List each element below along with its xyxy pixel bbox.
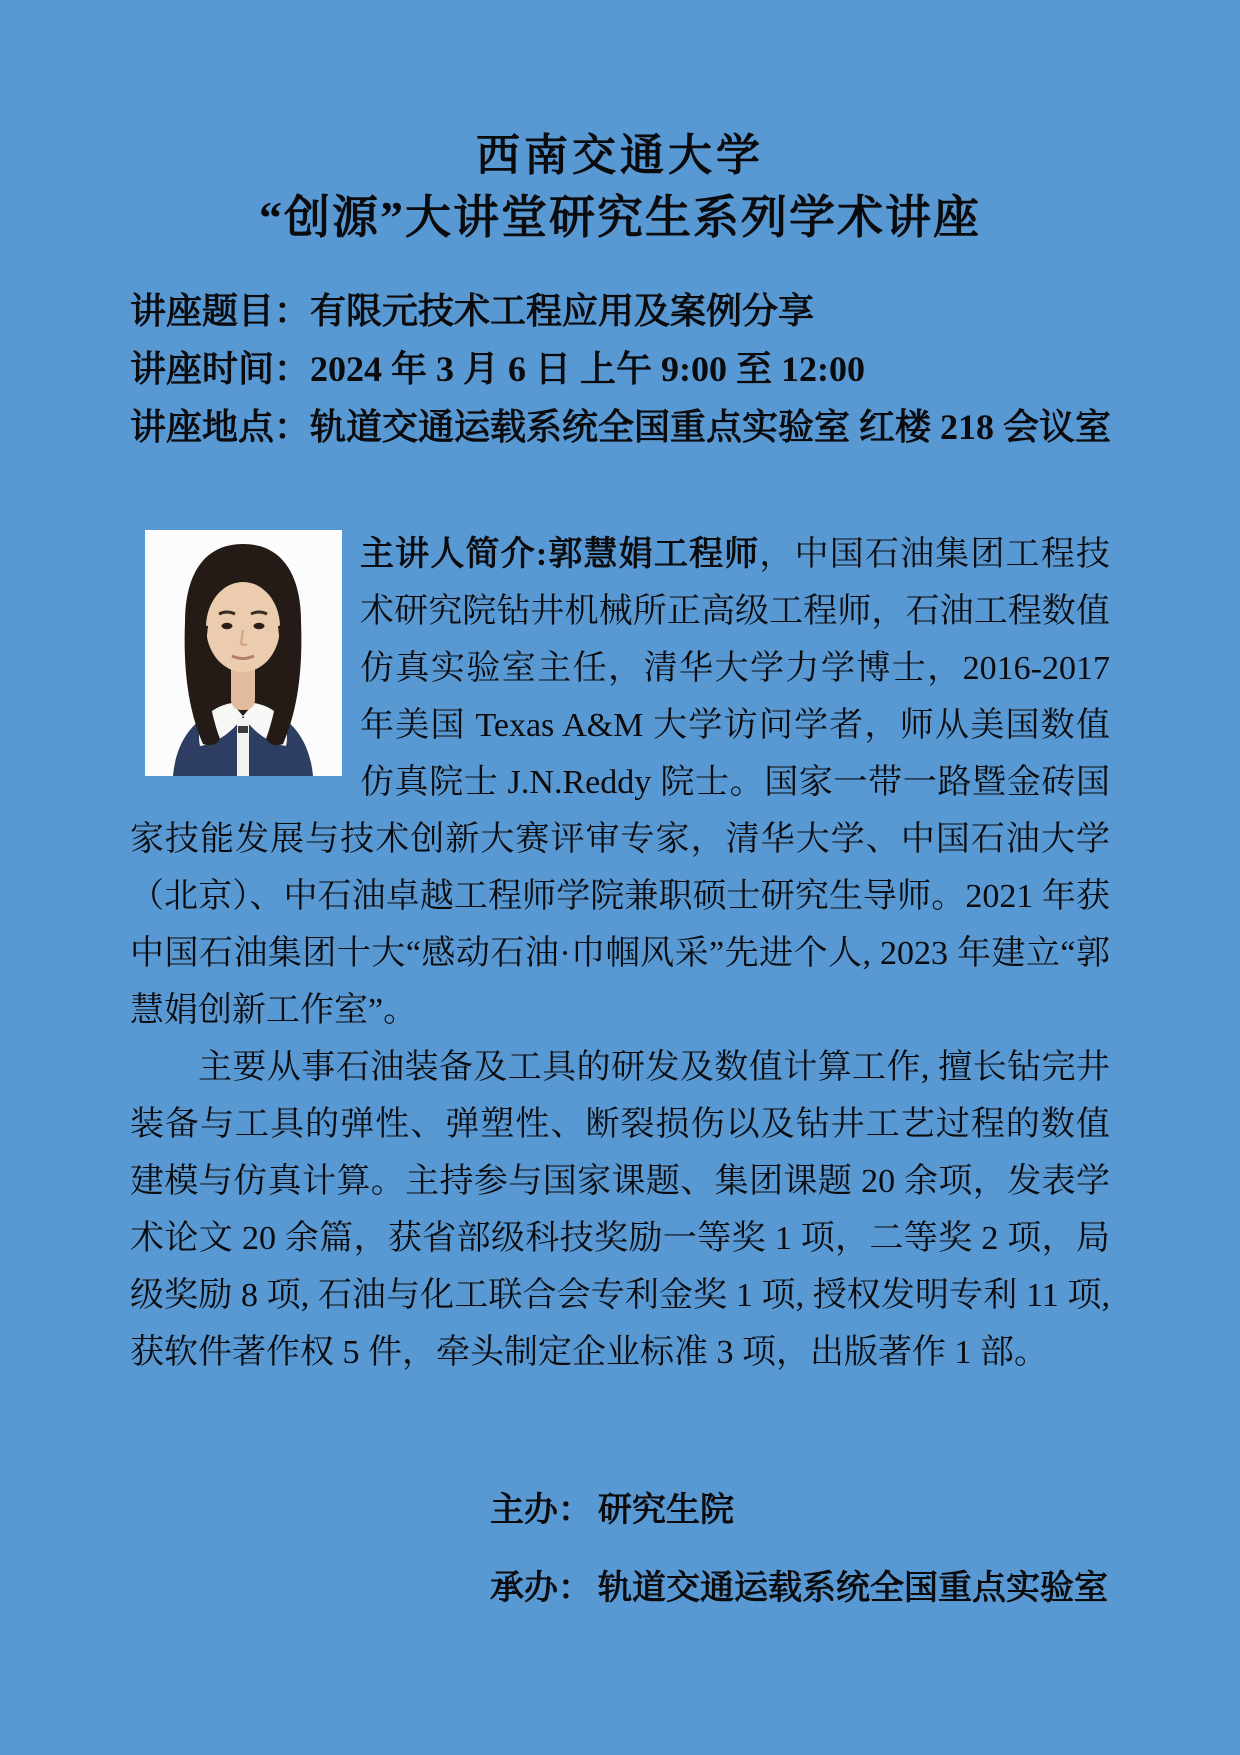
lecture-location-label: 讲座地点：	[130, 407, 311, 448]
host-line	[490, 1472, 1108, 1550]
speaker-bio-section	[130, 526, 1110, 1381]
speaker-bio-paragraph-2: 主要从事石油装备及工具的研发及数值计算工作, 擅长钻完井装备与工具的弹性、弹塑性、断裂损伤以及钻井工艺过程的数值建模与仿真计算。主持参与国家课题、集团课题 20 余项，发表学术论文 20 余篇，获省部级科技奖励一等奖 1 项，二等奖 2 项，局级奖励 8 项, 石油与化工联合会专利金奖 1 项, 授权发明专利 11 项, 获软件著作权 5 件，牵头制定企业标准 3 项，出版著作 1 部。	[130, 1049, 1110, 1372]
host-label: 主办：	[490, 1492, 592, 1529]
lecture-topic-value: 有限元技术工程应用及案例分享	[310, 291, 815, 332]
speaker-bio-lead: 主讲人简介:郭慧娟工程师	[360, 536, 760, 574]
lecture-topic-line	[130, 282, 1112, 340]
university-title: 西南交通大学	[476, 131, 764, 180]
organizer-value: 轨道交通运载系统全国重点实验室	[598, 1570, 1108, 1607]
speaker-bio-rest: ，中国石油集团工程技术研究院钻井机械所正高级工程师，石油工程数值仿真实验室主任，清华大学力学博士，2016-2017 年美国 Texas A&M 大学访问学者，师从美国数值仿真院士 J.N.Reddy 院士。国家一带一路暨金砖国家技能发展与技术创新大赛评审专家，清华大学、中国石油大学（北京）、中石油卓越工程师学院兼职硕士研究生导师。2021 年获中国石油集团十大“感动石油·巾帼风采”先进个人, 2023 年建立“郭慧娟创新工作室”。	[130, 536, 1110, 1030]
lecture-time-value: 2024 年 3 月 6 日 上午 9:00 至 12:00	[310, 349, 865, 390]
lecture-series-subtitle: “创源”大讲堂研究生系列学术讲座	[259, 191, 981, 243]
organizer-footer	[490, 1472, 1108, 1628]
speaker-photo	[145, 530, 342, 776]
speaker-portrait-illustration	[145, 530, 342, 776]
organizer-line	[490, 1550, 1108, 1628]
lecture-details	[130, 282, 1112, 456]
organizer-label: 承办：	[490, 1570, 592, 1607]
host-value: 研究生院	[598, 1492, 734, 1529]
lecture-time-label: 讲座时间：	[130, 349, 311, 390]
lecture-location-line	[130, 398, 1112, 456]
lecture-topic-label: 讲座题目：	[130, 291, 311, 332]
lecture-time-line	[130, 340, 1112, 398]
lecture-location-value: 轨道交通运载系统全国重点实验室 红楼 218 会议室	[310, 407, 1112, 448]
